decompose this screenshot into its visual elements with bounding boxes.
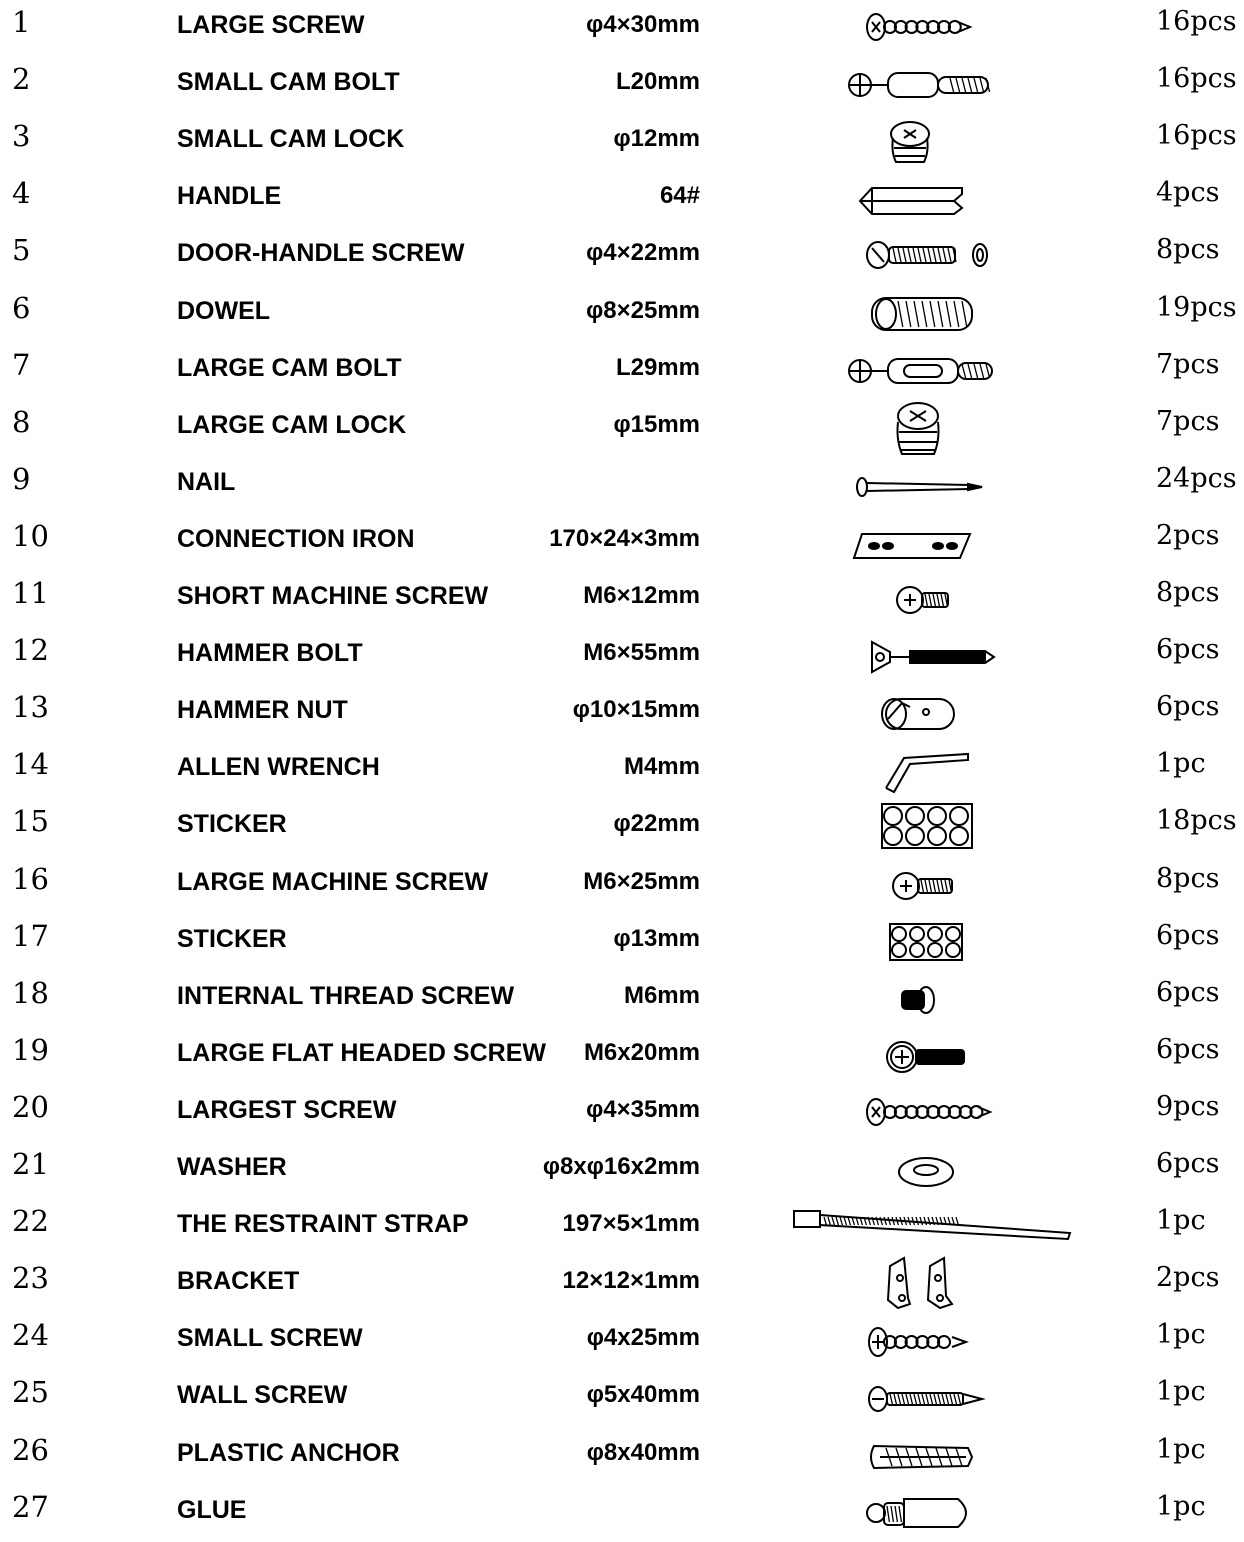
part-number: 18	[12, 975, 49, 1010]
part-name: HAMMER BOLT	[177, 639, 363, 668]
part-name: WASHER	[177, 1153, 287, 1181]
part-quantity: 1pc	[1156, 748, 1206, 780]
part-size: L20mm	[615, 68, 700, 96]
part-size: φ8x40mm	[586, 1438, 700, 1466]
part-quantity: 6pcs	[1156, 976, 1220, 1008]
table-row	[0, 514, 1244, 571]
small-cam-bolt-icon	[790, 57, 1080, 114]
part-quantity: 9pcs	[1156, 1090, 1220, 1122]
nail-icon	[790, 457, 1080, 514]
part-number: 26	[12, 1432, 49, 1467]
part-size: M6mm	[623, 981, 700, 1009]
part-number: 10	[12, 518, 49, 553]
part-quantity: 7pcs	[1156, 405, 1220, 437]
part-quantity: 8pcs	[1156, 577, 1220, 608]
part-name: THE RESTRAINT STRAP	[177, 1210, 469, 1239]
part-name: LARGE CAM LOCK	[177, 410, 407, 439]
table-row	[0, 685, 1244, 742]
part-size: φ5x40mm	[586, 1381, 700, 1409]
part-number: 7	[12, 347, 31, 382]
large-cam-lock-icon	[790, 400, 1080, 457]
short-machine-screw-icon	[790, 571, 1080, 628]
part-size: φ15mm	[613, 410, 700, 438]
part-size: 197×5×1mm	[562, 1210, 700, 1238]
table-row	[0, 742, 1244, 799]
table-row	[0, 114, 1244, 171]
part-quantity: 8pcs	[1156, 862, 1220, 894]
part-name: SMALL SCREW	[177, 1324, 363, 1353]
table-row	[0, 1370, 1244, 1427]
bracket-icon	[790, 1256, 1080, 1313]
part-size: M6×12mm	[583, 582, 700, 609]
part-number: 8	[12, 404, 31, 439]
part-size: φ22mm	[613, 810, 700, 838]
part-number: 27	[12, 1489, 49, 1524]
part-size: 170×24×3mm	[549, 524, 700, 552]
part-number: 2	[12, 62, 31, 97]
part-name: SHORT MACHINE SCREW	[177, 582, 489, 610]
door-handle-screw-icon	[790, 228, 1080, 285]
part-name: LARGE MACHINE SCREW	[177, 867, 489, 896]
large-screw-icon	[790, 0, 1080, 57]
allen-wrench-icon	[790, 742, 1080, 799]
part-size: φ4×30mm	[586, 11, 700, 38]
part-quantity: 6pcs	[1156, 919, 1220, 951]
part-size: φ12mm	[613, 125, 700, 153]
part-name: LARGE FLAT HEADED SCREW	[177, 1038, 546, 1067]
part-size: M6×25mm	[583, 867, 700, 895]
part-name: INTERNAL THREAD SCREW	[177, 981, 515, 1010]
part-number: 9	[12, 461, 31, 496]
internal-thread-screw-icon	[790, 971, 1080, 1028]
small-cam-lock-icon	[790, 114, 1080, 171]
washer-icon	[790, 1142, 1080, 1199]
part-size: φ4×22mm	[586, 239, 700, 267]
part-quantity: 7pcs	[1156, 348, 1220, 380]
part-name: PLASTIC ANCHOR	[177, 1438, 400, 1467]
table-row	[0, 286, 1244, 343]
part-name: SMALL CAM LOCK	[177, 125, 405, 154]
part-size: 12×12×1mm	[562, 1267, 700, 1295]
plastic-anchor-icon	[790, 1428, 1080, 1485]
part-size: φ13mm	[613, 924, 700, 952]
table-row	[0, 457, 1244, 514]
table-row	[0, 1199, 1244, 1256]
part-size: 64#	[659, 182, 700, 210]
part-name: LARGEST SCREW	[177, 1095, 397, 1124]
hammer-bolt-icon	[790, 628, 1080, 685]
part-quantity: 2pcs	[1156, 1262, 1220, 1294]
part-name: STICKER	[177, 810, 287, 839]
part-number: 4	[12, 176, 31, 211]
part-size: φ4×35mm	[586, 1095, 700, 1123]
part-size: L29mm	[615, 353, 700, 381]
part-number: 17	[12, 918, 49, 953]
table-row	[0, 0, 1244, 57]
table-row	[0, 1428, 1244, 1485]
part-size: φ10×15mm	[572, 696, 700, 724]
table-row	[0, 57, 1244, 114]
part-quantity: 16pcs	[1156, 120, 1237, 152]
handle-icon	[790, 171, 1080, 228]
part-number: 14	[12, 747, 49, 782]
part-quantity: 18pcs	[1156, 805, 1237, 837]
table-row	[0, 971, 1244, 1028]
table-row	[0, 914, 1244, 971]
table-row	[0, 1485, 1244, 1542]
part-name: HANDLE	[177, 182, 282, 211]
table-row	[0, 400, 1244, 457]
part-quantity: 8pcs	[1156, 234, 1220, 266]
small-screw-icon	[790, 1313, 1080, 1370]
table-row	[0, 228, 1244, 285]
part-number: 15	[12, 804, 49, 839]
part-quantity: 6pcs	[1156, 691, 1220, 723]
largest-screw-icon	[790, 1085, 1080, 1142]
part-name: ALLEN WRENCH	[177, 753, 380, 782]
part-name: SMALL CAM BOLT	[177, 68, 400, 97]
part-name: STICKER	[177, 924, 287, 953]
connection-iron-icon	[790, 514, 1080, 571]
table-row	[0, 1313, 1244, 1370]
part-size: M6×55mm	[583, 639, 700, 667]
part-size: φ8×25mm	[586, 296, 700, 324]
part-quantity: 1pc	[1156, 1205, 1206, 1237]
table-row	[0, 171, 1244, 228]
part-number: 20	[12, 1089, 49, 1124]
part-quantity: 1pc	[1156, 1319, 1206, 1351]
part-number: 3	[12, 119, 31, 154]
part-name: BRACKET	[177, 1267, 300, 1296]
table-row	[0, 1256, 1244, 1313]
part-quantity: 1pc	[1156, 1376, 1206, 1408]
part-size: φ8xφ16x2mm	[542, 1153, 700, 1180]
part-number: 24	[12, 1318, 49, 1353]
large-cam-bolt-icon	[790, 343, 1080, 400]
part-quantity: 16pcs	[1156, 6, 1237, 37]
part-name: HAMMER NUT	[177, 696, 348, 725]
part-name: WALL SCREW	[177, 1381, 348, 1410]
sticker-small-icon	[790, 914, 1080, 971]
large-machine-screw-icon	[790, 857, 1080, 914]
table-row	[0, 857, 1244, 914]
part-name: GLUE	[177, 1495, 247, 1524]
part-quantity: 6pcs	[1156, 634, 1220, 666]
flat-headed-screw-icon	[790, 1028, 1080, 1085]
glue-icon	[790, 1485, 1080, 1542]
part-number: 21	[12, 1147, 49, 1181]
part-size: M4mm	[623, 753, 700, 781]
table-row	[0, 1028, 1244, 1085]
part-number: 13	[12, 690, 49, 725]
part-number: 5	[12, 233, 31, 268]
restraint-strap-icon	[790, 1199, 1080, 1256]
part-quantity: 6pcs	[1156, 1033, 1220, 1065]
part-number: 1	[12, 5, 31, 39]
part-number: 25	[12, 1375, 49, 1410]
table-row	[0, 1085, 1244, 1142]
part-size: M6x20mm	[583, 1038, 700, 1066]
part-quantity: 19pcs	[1156, 291, 1237, 323]
table-row	[0, 628, 1244, 685]
part-number: 23	[12, 1261, 49, 1296]
dowel-icon	[790, 286, 1080, 343]
part-quantity: 16pcs	[1156, 63, 1237, 95]
part-quantity: 4pcs	[1156, 177, 1220, 209]
part-name: LARGE CAM BOLT	[177, 353, 402, 382]
hammer-nut-icon	[790, 685, 1080, 742]
table-row	[0, 1142, 1244, 1199]
part-size: φ4x25mm	[586, 1324, 700, 1352]
part-number: 19	[12, 1032, 49, 1067]
part-quantity: 24pcs	[1156, 462, 1237, 494]
part-quantity: 2pcs	[1156, 519, 1220, 551]
part-name: NAIL	[177, 467, 236, 496]
table-row	[0, 343, 1244, 400]
part-number: 6	[12, 290, 31, 325]
table-row	[0, 571, 1244, 628]
part-number: 16	[12, 861, 49, 896]
part-number: 22	[12, 1204, 49, 1239]
part-name: LARGE SCREW	[177, 11, 365, 39]
part-quantity: 6pcs	[1156, 1148, 1220, 1179]
wall-screw-icon	[790, 1370, 1080, 1427]
part-name: DOWEL	[177, 296, 271, 325]
part-number: 11	[12, 576, 49, 610]
part-quantity: 1pc	[1156, 1433, 1206, 1465]
part-number: 12	[12, 633, 49, 668]
part-name: CONNECTION IRON	[177, 524, 415, 553]
table-row	[0, 799, 1244, 856]
part-quantity: 1pc	[1156, 1490, 1206, 1522]
sticker-large-icon	[790, 799, 1080, 856]
part-name: DOOR-HANDLE SCREW	[177, 239, 465, 268]
